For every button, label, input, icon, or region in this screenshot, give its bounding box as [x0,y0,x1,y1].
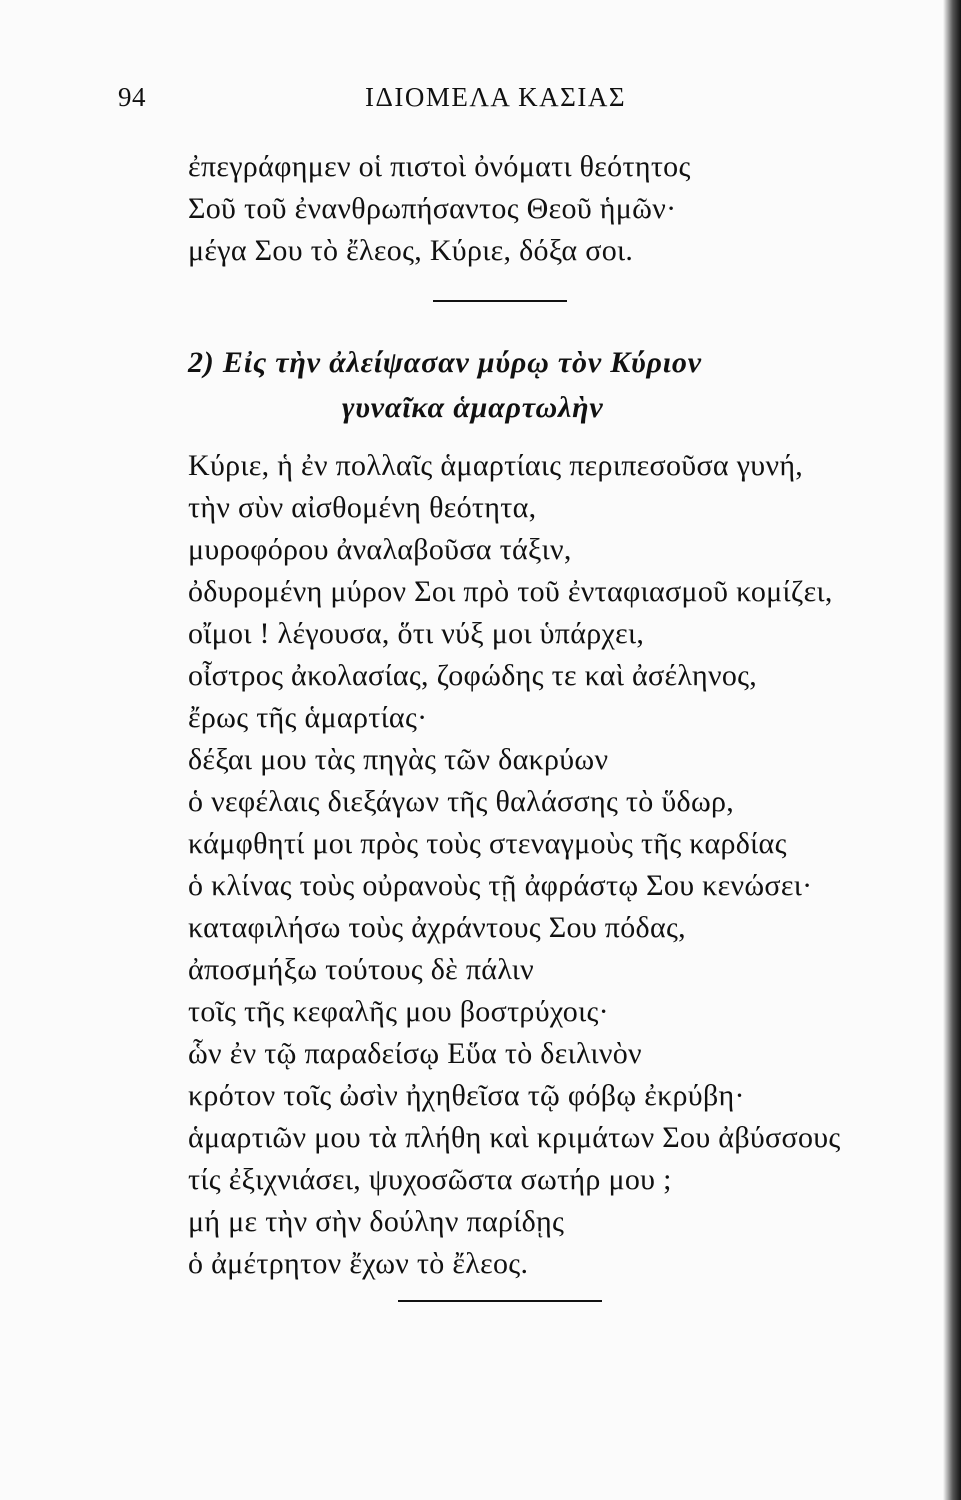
hymn-line: ἀποσμήξω τούτους δὲ πάλιν [188,953,535,986]
hymn-line: δέξαι μου τὰς πηγὰς τῶν δακρύων [188,743,609,776]
hymn-line: μυροφόρου ἀναλαβοῦσα τάξιν, [188,533,572,566]
hymn-line: τίς ἐξιχνιάσει, ψυχοσῶστα σωτήρ μου ; [188,1163,672,1196]
hymn-line: κρότον τοῖς ὠσὶν ἠχηθεῖσα τῷ φόβῳ ἐκρύβη· [188,1079,745,1112]
hymn-line: τὴν σὺν αἰσθομένη θεότητα, [188,491,537,524]
hymn-line: οἴμοι ! λέγουσα, ὅτι νύξ μοι ὑπάρχει, [188,617,645,650]
section-heading-line-2: γυναῖκα ἁμαρτωλὴν [342,391,604,424]
page-number: 94 [118,82,146,112]
hymn-line: ἔρως τῆς ἁμαρτίας· [188,701,428,734]
hymn-line: τοῖς τῆς κεφαλῆς μου βοστρύχοις· [188,995,609,1028]
hymn-line: οἶστρος ἀκολασίας, ζοφώδης τε καὶ ἀσέληνος, [188,659,758,692]
intro-line: ἐπεγράφημεν οἱ πιστοὶ ὀνόματι θεότητος [188,150,691,183]
section-heading-line-1: 2) Εἰς τὴν ἀλείψασαν μύρῳ τὸν Κύριον [188,346,702,379]
hymn-line: καταφιλήσω τοὺς ἀχράντους Σου πόδας, [188,911,686,944]
intro-line: Σοῦ τοῦ ἐνανθρωπήσαντος Θεοῦ ἡμῶν· [188,192,677,225]
page-edge-shadow [943,0,961,1500]
running-title: ΙΔΙΟΜΕΛΑ ΚΑΣΙΑΣ [365,82,627,112]
section-divider [433,300,567,302]
hymn-line: ὧν ἐν τῷ παραδείσῳ Εὕα τὸ δειλινὸν [188,1037,642,1070]
hymn-line: ὁ ἀμέτρητον ἔχων τὸ ἔλεος. [188,1247,529,1280]
end-divider [398,1300,602,1302]
hymn-line: ὀδυρομένη μύρον Σοι πρὸ τοῦ ἐνταφιασμοῦ κομίζει, [188,575,833,608]
hymn-line: Κύριε, ἡ ἐν πολλαῖς ἁμαρτίαις περιπεσοῦσα γυνή, [188,449,804,482]
hymn-line: κάμφθητί μοι πρὸς τοὺς στεναγμοὺς τῆς καρδίας [188,827,787,860]
hymn-line: ὁ νεφέλαις διεξάγων τῆς θαλάσσης τὸ ὕδωρ, [188,785,735,818]
intro-line: μέγα Σου τὸ ἔλεος, Κύριε, δόξα σοι. [188,234,634,267]
hymn-line: ἁμαρτιῶν μου τὰ πλήθη καὶ κριμάτων Σου ἀβύσσους [188,1121,841,1154]
hymn-line: μή με τὴν σὴν δούλην παρίδῃς [188,1205,565,1238]
hymn-line: ὁ κλίνας τοὺς οὐρανοὺς τῇ ἀφράστῳ Σου κενώσει· [188,869,813,902]
